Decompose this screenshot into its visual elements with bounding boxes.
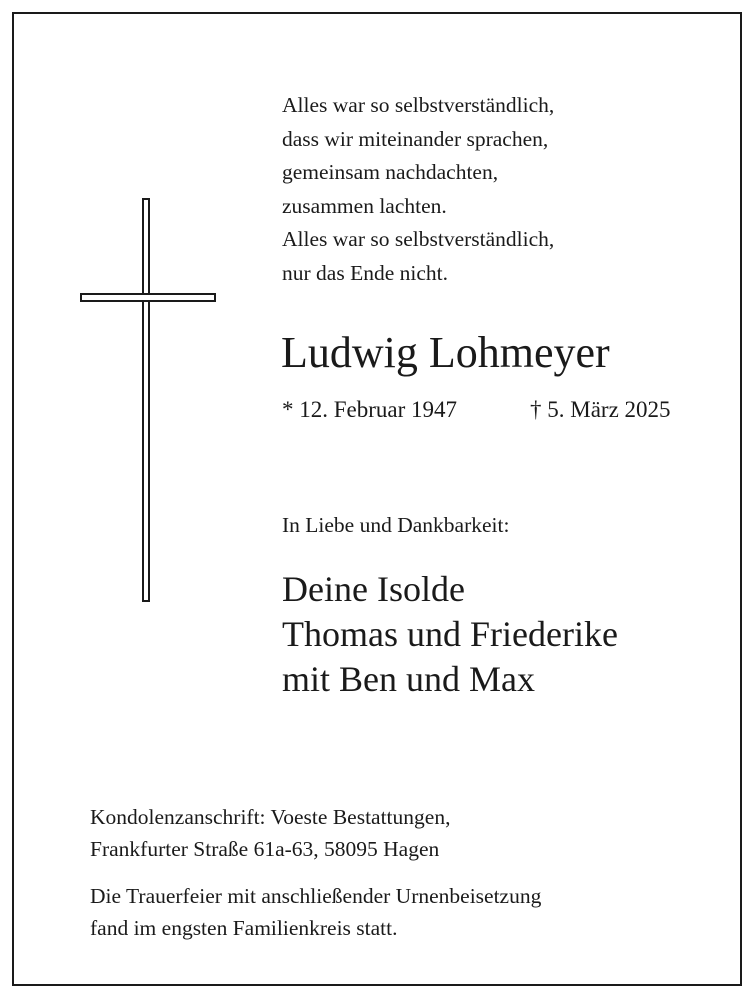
poem-line: Alles war so selbstverständlich, (282, 227, 555, 251)
deceased-name: Ludwig Lohmeyer (281, 328, 610, 377)
family-line: Thomas und Friederike (282, 614, 618, 654)
family-line: mit Ben und Max (282, 659, 535, 699)
cross-icon (80, 198, 216, 602)
poem-line: Alles war so selbstverständlich, (282, 93, 555, 117)
dedication-intro: In Liebe und Dankbarkeit: (282, 513, 510, 537)
cross-horizontal-beam (80, 293, 216, 302)
ceremony-note (90, 880, 541, 944)
address-line: Frankfurter Straße 61a-63, 58095 Hagen (90, 837, 440, 861)
poem-line: zusammen lachten. (282, 193, 447, 218)
ceremony-line: Die Trauerfeier mit anschließender Urnenbeisetzung (90, 884, 542, 908)
poem-line: gemeinsam nachdachten, (282, 160, 499, 184)
address-line: Kondolenzanschrift: Voeste Bestattungen, (90, 805, 451, 829)
family-line: Deine Isolde (282, 569, 465, 609)
birth-date: * 12. Februar 1947 (282, 397, 458, 422)
cross-vertical-beam (142, 198, 150, 602)
condolence-address (90, 801, 450, 865)
ceremony-line: fand im engsten Familienkreis statt. (90, 916, 398, 940)
death-date: † 5. März 2025 (530, 397, 671, 422)
poem-line: nur das Ende nicht. (282, 260, 448, 285)
family-signature (282, 567, 618, 702)
poem-line: dass wir miteinander sprachen, (282, 126, 549, 151)
poem (282, 89, 554, 290)
